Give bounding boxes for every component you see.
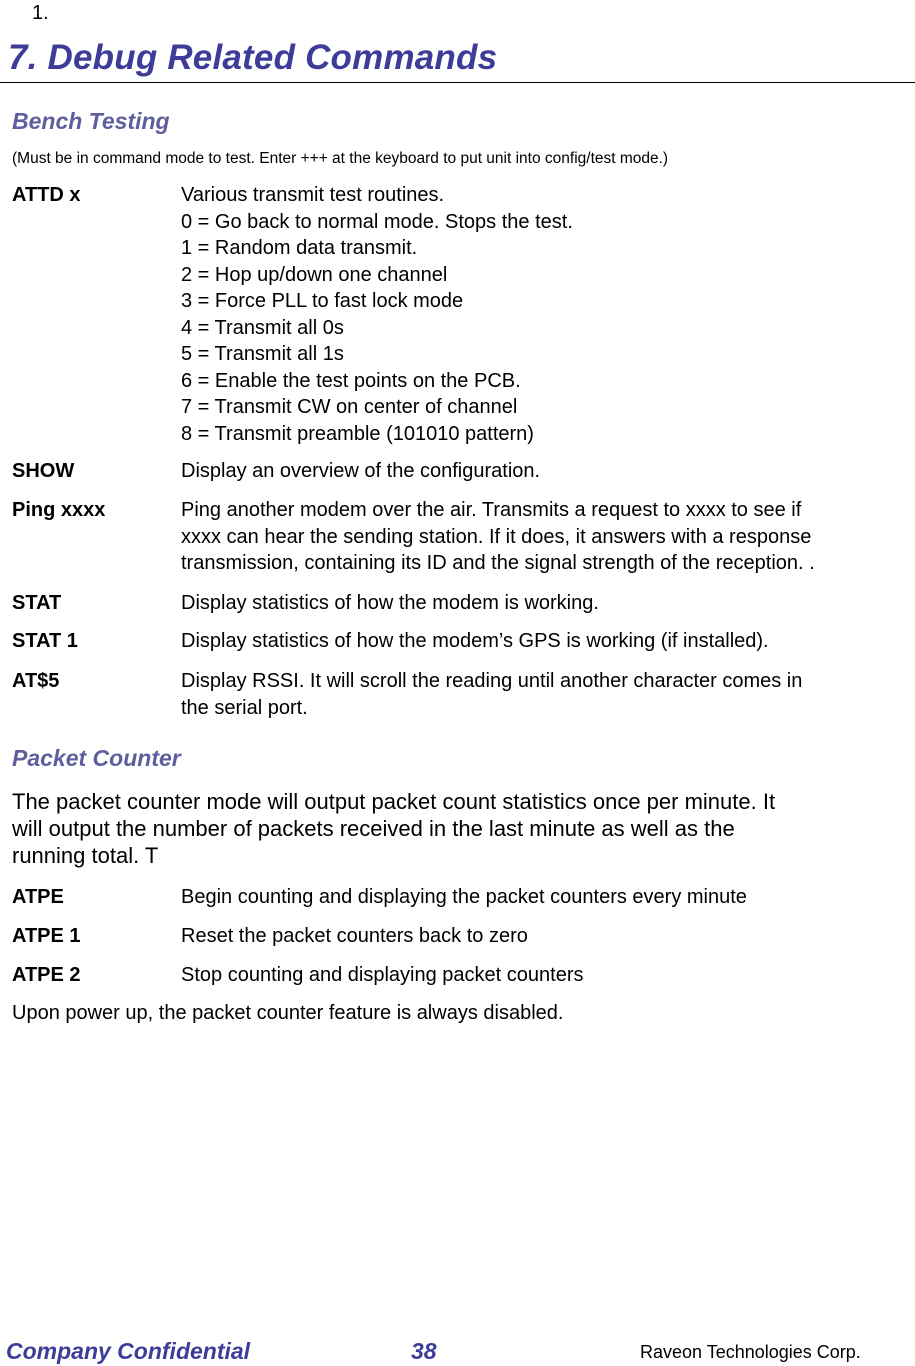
chapter-title: 7. Debug Related Commands — [8, 38, 498, 77]
section-heading-bench-testing: Bench Testing — [12, 108, 170, 134]
command-description — [181, 458, 915, 485]
command-name: SHOW — [12, 460, 75, 482]
description-line: Begin counting and displaying the packet counters every minute — [181, 886, 747, 908]
list-marker: 1. — [32, 2, 49, 24]
description-line: 5 = Transmit all 1s — [181, 343, 344, 365]
command-description — [181, 628, 915, 655]
power-up-note: Upon power up, the packet counter feature is always disabled. — [12, 1002, 564, 1024]
footer-confidential: Company Confidential — [6, 1338, 251, 1364]
description-line: 2 = Hop up/down one channel — [181, 263, 448, 286]
intro-line: running total. T — [12, 843, 159, 868]
description-line: Display an overview of the configuration. — [181, 460, 541, 482]
description-line: Reset the packet counters back to zero — [181, 925, 528, 947]
footer-company-name: Raveon Technologies Corp. — [640, 1342, 861, 1362]
description-line: the serial port. — [181, 696, 308, 719]
command-name: STAT — [12, 592, 62, 614]
command-description — [181, 962, 915, 989]
description-line: 1 = Random data transmit. — [181, 237, 418, 259]
command-name: ATPE 2 — [12, 964, 81, 986]
command-name: AT$5 — [12, 670, 60, 692]
command-name: STAT 1 — [12, 630, 78, 652]
description-line: transmission, containing its ID and the signal strength of the reception. . — [181, 552, 815, 574]
footer-page-number: 38 — [411, 1338, 437, 1364]
description-line: Display statistics of how the modem’s GPS is working (if installed). — [181, 630, 769, 652]
title-rule — [0, 82, 915, 83]
description-line: xxxx can hear the sending station. If it does, it answers with a response — [181, 525, 812, 548]
command-name: ATPE — [12, 886, 64, 908]
command-name: Ping xxxx — [12, 499, 106, 521]
description-line: 8 = Transmit preamble (101010 pattern) — [181, 422, 534, 445]
command-name: ATPE 1 — [12, 925, 81, 947]
intro-line: The packet counter mode will output packet count statistics once per minute. It — [12, 789, 776, 814]
command-description — [181, 668, 915, 721]
intro-line: will output the number of packets received in the last minute as well as the — [12, 816, 735, 841]
description-line: 7 = Transmit CW on center of channel — [181, 396, 518, 418]
command-name: ATTD x — [12, 184, 81, 206]
description-line: 6 = Enable the test points on the PCB. — [181, 369, 521, 392]
section-heading-packet-counter: Packet Counter — [12, 745, 181, 771]
description-line: 3 = Force PLL to fast lock mode — [181, 290, 464, 312]
description-line: Stop counting and displaying packet counters — [181, 964, 584, 986]
description-line: Display RSSI. It will scroll the reading until another character comes in — [181, 670, 803, 692]
command-description — [181, 923, 915, 950]
command-description — [181, 182, 915, 447]
command-description — [181, 884, 915, 911]
command-description — [181, 590, 915, 617]
command-mode-note: (Must be in command mode to test. Enter +++ at the keyboard to put unit into config/test mode.) — [12, 150, 669, 167]
description-line: Various transmit test routines. — [181, 184, 445, 206]
packet-counter-intro — [12, 788, 912, 869]
description-line: Display statistics of how the modem is working. — [181, 592, 599, 614]
description-line: 0 = Go back to normal mode. Stops the test. — [181, 210, 573, 233]
command-description — [181, 497, 915, 577]
description-line: Ping another modem over the air. Transmits a request to xxxx to see if — [181, 499, 802, 521]
description-line: 4 = Transmit all 0s — [181, 316, 344, 339]
